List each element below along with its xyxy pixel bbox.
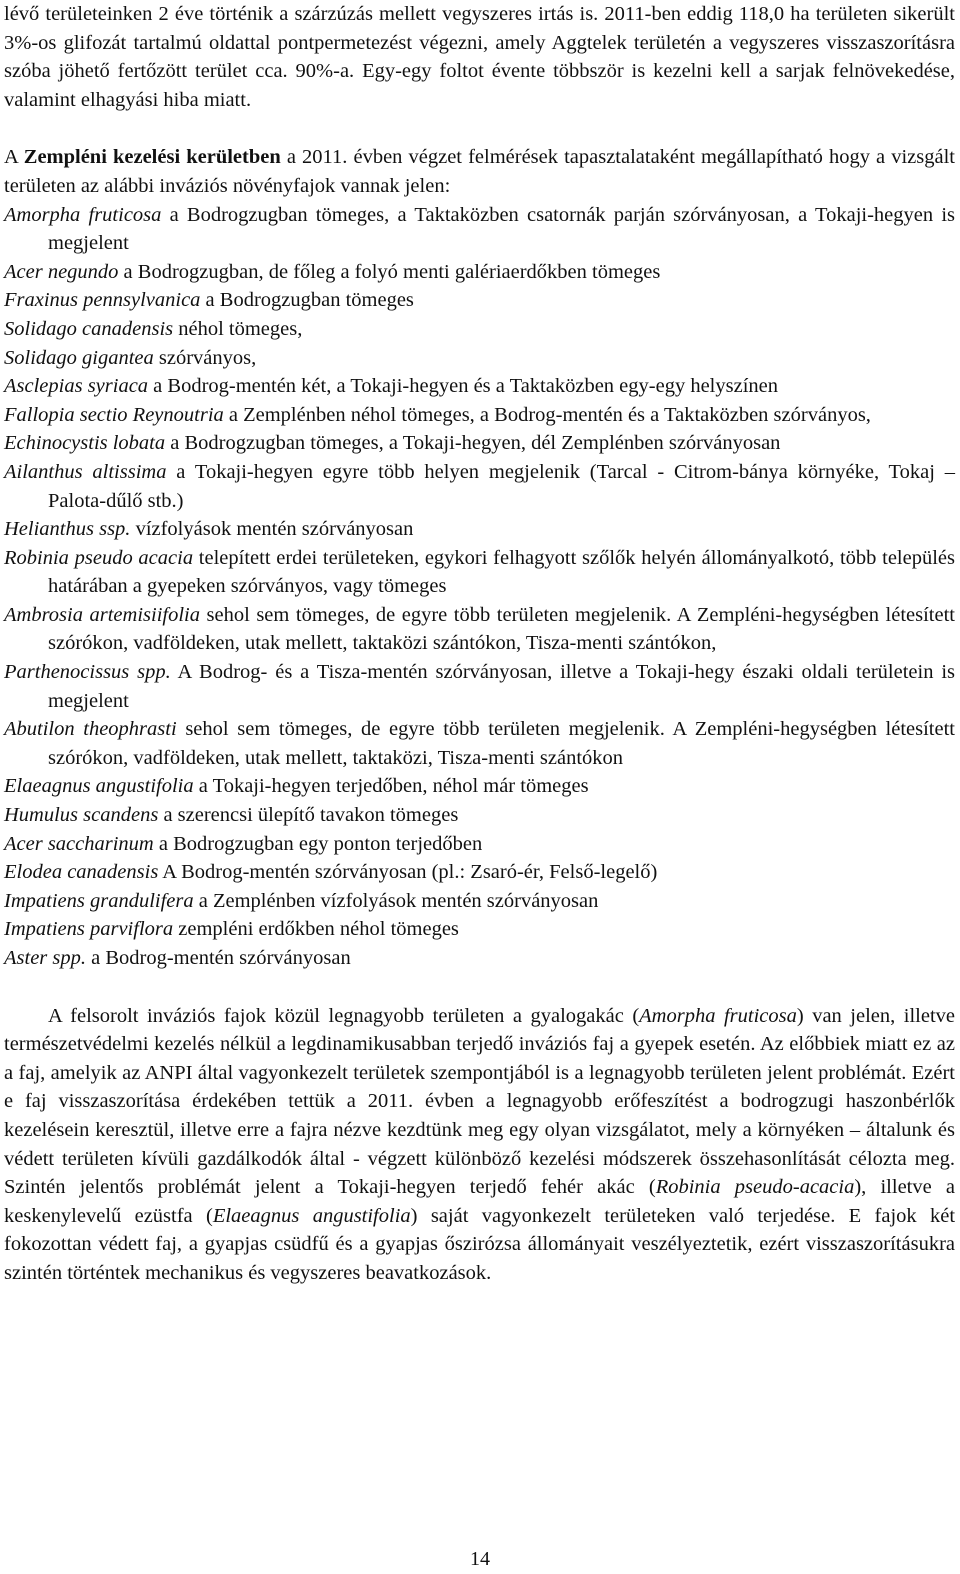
species-item — [4, 830, 955, 859]
species-name: Echinocystis lobata — [4, 432, 166, 455]
species-name: Asclepias syriaca — [4, 375, 149, 398]
species-item — [4, 315, 955, 344]
summary-paragraph — [4, 1002, 955, 1288]
zemplen-intro-text: a 2011. évben végzet felmérések tapasztalataként megállapítható hogy a vizsgált területen az alábbi inváziós növényfajok vannak jelen: — [4, 146, 955, 197]
species-item — [4, 858, 955, 887]
species-description: a Bodrogzugban egy ponton terjedőben — [153, 832, 483, 855]
species-item — [4, 658, 955, 715]
species-description: szórványos, — [153, 346, 257, 369]
species-name: Abutilon theophrasti — [4, 718, 177, 741]
species-item — [4, 887, 955, 916]
zemplen-prefix: A — [4, 146, 24, 169]
species-name: Amorpha fruticosa — [4, 203, 162, 226]
summary-species-2: Robinia pseudo-acacia — [655, 1176, 855, 1199]
species-description: sehol sem tömeges, de egyre több területen megjelenik. A Zempléni-hegységben létesített szórókon, vadföldeken, utak mellett, taktaközi, Tisza-menti szántókon — [48, 718, 955, 769]
species-name: Acer saccharinum — [4, 832, 154, 855]
zemplen-intro-paragraph — [4, 143, 955, 200]
species-name: Impatiens parviflora — [4, 918, 174, 941]
species-description: a Tokaji-hegyen egyre több helyen megjelenik (Tarcal - Citrom-bánya környéke, Tokaj – Palota-dűlő stb.) — [48, 460, 955, 512]
species-name: Parthenocissus spp. — [4, 661, 171, 684]
species-item — [4, 372, 955, 401]
species-item — [4, 944, 955, 973]
species-description: A Bodrog- és a Tisza-mentén szórványosan, illetve a Tokaji-hegy északi oldali területein is megjelent — [48, 661, 955, 712]
species-name: Ailanthus altissima — [4, 460, 167, 483]
species-name: Solidago canadensis — [4, 317, 174, 340]
species-item — [4, 344, 955, 373]
species-name: Ambrosia artemisiifolia — [4, 603, 200, 626]
species-name: Elodea canadensis — [4, 861, 159, 884]
species-description: telepített erdei területeken, egykori felhagyott szőlők helyén állományalkotó, több település határában a gyepeken szórványos, vagy tömeges — [48, 546, 955, 598]
species-description: a Bodrogzugban tömeges — [200, 289, 414, 312]
summary-text-3: ), illetve a keskenylevelű ezüstfa ( — [4, 1176, 955, 1227]
species-description: a Bodrogzugban tömeges, a Tokaji-hegyen, dél Zemplénben szórványosan — [165, 432, 781, 455]
species-name: Helianthus ssp. — [4, 518, 131, 541]
species-name: Robinia pseudo acacia — [4, 546, 194, 569]
species-item — [4, 201, 955, 258]
species-description: a Zemplénben vízfolyások mentén szórványosan — [193, 889, 599, 912]
species-description: sehol sem tömeges, de egyre több területen megjelenik. A Zempléni-hegységben létesített szórókon, vadföldeken, utak mellett, taktaközi szántókon, Tisza-menti szántókon, — [48, 603, 955, 655]
intro-paragraph: lévő területeinken 2 éve történik a szárzúzás mellett vegyszeres irtás is. 2011-ben eddig 118,0 ha területen sikerült 3%-os glifozát tartalmú oldattal pontpermetezést végezni, amely Aggtelek területén a vegyszeres visszaszorításra szóba jöhető fertőzött terület cca. 90%-a. Egy-egy foltot évente többször is kezelni kell a sarjak felnövekedése, valamint elhagyási hiba miatt. — [4, 3, 955, 111]
species-name: Solidago gigantea — [4, 346, 154, 369]
species-item — [4, 429, 955, 458]
species-item — [4, 715, 955, 772]
species-item — [4, 601, 955, 658]
species-name: Impatiens grandulifera — [4, 889, 194, 912]
species-description: vízfolyások mentén szórványosan — [130, 518, 414, 541]
species-name: Fallopia sectio Reynoutria — [4, 403, 224, 426]
species-description: a szerencsi ülepítő tavakon tömeges — [158, 804, 459, 827]
species-item — [4, 515, 955, 544]
summary-species-3: Elaeagnus angustifolia — [212, 1204, 411, 1227]
species-item — [4, 772, 955, 801]
species-name: Elaeagnus angustifolia — [4, 775, 194, 798]
species-item — [4, 458, 955, 515]
invasive-species-list — [4, 201, 955, 973]
species-description: néhol tömeges, — [173, 317, 303, 340]
species-description: a Bodrog-mentén szórványosan — [86, 947, 351, 969]
species-name: Acer negundo — [4, 260, 119, 283]
species-item — [4, 286, 955, 315]
species-name: Fraxinus pennsylvanica — [4, 289, 201, 312]
species-name: Humulus scandens — [4, 804, 159, 827]
summary-text-4: ) saját vagyonkezelt területeken való terjedése. E fajok két fokozottan védett faj, a gyapjas csüdfű és a gyapjas őszirózsa állományait veszélyeztetik, ezért visszaszorításukra szintén történtek mechanikus és vegyszeres beavatkozások. — [4, 1204, 956, 1284]
species-item — [4, 915, 955, 944]
species-description: A Bodrog-mentén szórványosan (pl.: Zsaró-ér, Felső-legelő) — [158, 861, 658, 884]
species-item — [4, 401, 955, 430]
species-description: a Bodrog-mentén két, a Tokaji-hegyen és a Taktaközben egy-egy helyszínen — [148, 375, 778, 398]
summary-text-2: ) van jelen, illetve természetvédelmi kezelés nélkül a legdinamikusabban terjedő inváziós faj a gyepek esetén. Az előbbiek miatt ez az a faj, amelyik az ANPI által vagyonkezelt területek szempontjából is a legnagyobb területen jelent problémát. Ezért e faj visszaszorítása érdekében tettük a 2011. évben a legnagyobb erőfeszítést a bodrogzugi haszonbérlők kezelésein keresztül, illetve erre a fajra nézve kezdtünk meg egy olyan vizsgálatot, mely a környéken – általunk és védett területen kívüli gazdálkodók által - végzett különböző kezelési módszerek összehasonlítását célozta meg. Szintén jelentős problémát jelent a Tokaji-hegyen terjedő fehér akác ( — [4, 1004, 955, 1199]
species-description: a Tokaji-hegyen terjedőben, néhol már tömeges — [193, 775, 589, 798]
species-name: Aster spp. — [4, 947, 86, 969]
species-description: a Zemplénben néhol tömeges, a Bodrog-mentén és a Taktaközben szórványos, — [223, 403, 871, 426]
species-item — [4, 258, 955, 287]
page-number: 14 — [470, 1548, 490, 1570]
summary-text-1: A felsorolt inváziós fajok közül legnagyobb területen a gyalogakác ( — [48, 1004, 640, 1027]
species-description: zempléni erdőkben néhol tömeges — [173, 918, 459, 941]
species-description: a Bodrogzugban tömeges, a Taktaközben csatornák parján szórványosan, a Tokaji-hegyen is megjelent — [48, 203, 955, 255]
zemplen-district-name: Zempléni kezelési kerületben — [23, 146, 281, 169]
species-item — [4, 801, 955, 830]
species-item — [4, 544, 955, 601]
document-page — [4, 0, 955, 1288]
summary-species-1: Amorpha fruticosa — [639, 1004, 797, 1027]
species-description: a Bodrogzugban, de főleg a folyó menti galériaerdőkben tömeges — [118, 260, 661, 283]
